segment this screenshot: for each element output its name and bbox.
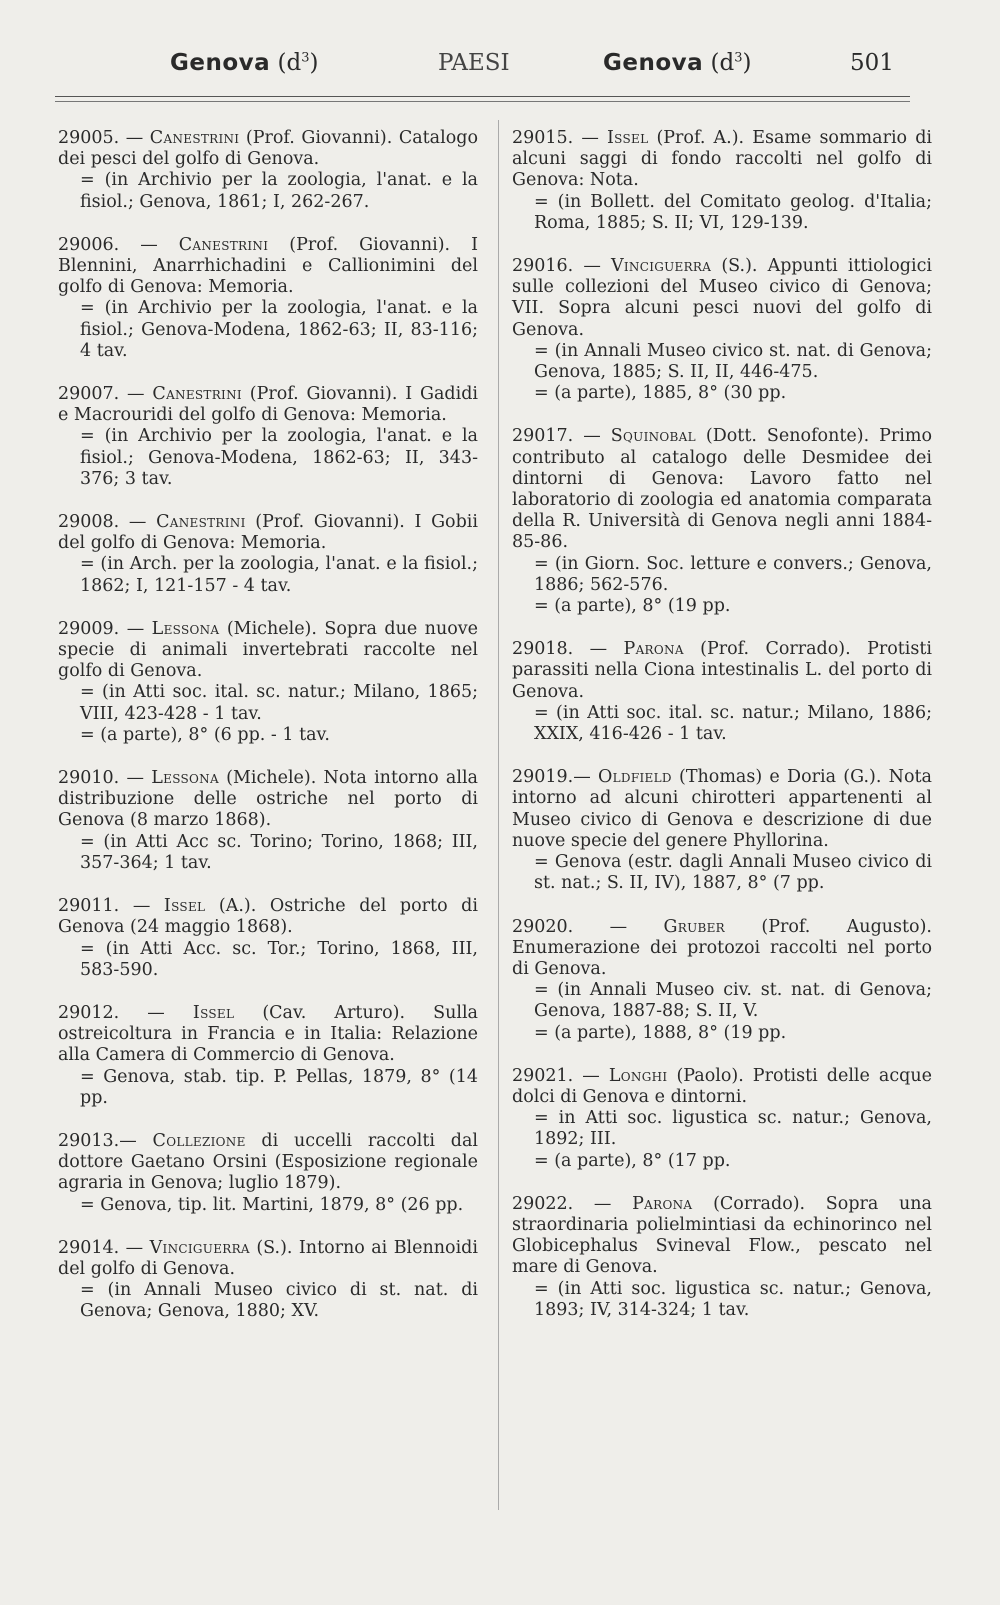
bibliography-entry — [58, 128, 478, 213]
entry-number: 29013. — [58, 1130, 120, 1151]
bibliography-entry — [58, 384, 478, 490]
header-right-close: ) — [742, 50, 752, 76]
header-right-sup: 3 — [734, 50, 743, 66]
entry-dash: — — [119, 384, 153, 405]
entry-main — [58, 1238, 478, 1280]
page-number: 501 — [850, 50, 894, 76]
entry-dash: — — [573, 767, 598, 788]
left-column — [58, 128, 478, 1345]
header-center: PAESI — [438, 50, 510, 76]
entry-title: (S.). Intorno ai Blennoidi del golfo di Genova. — [58, 1237, 478, 1279]
bibliography-entry — [512, 128, 932, 234]
entry-reference: = in Atti soc. ligustica sc. natur.; Genova, 1892; III. — [534, 1108, 932, 1150]
entry-author: Collezione — [152, 1130, 246, 1151]
entry-author: Lessona — [151, 618, 220, 639]
entry-main — [58, 384, 478, 426]
entry-main — [512, 1194, 932, 1279]
entry-dash: — — [119, 618, 152, 639]
entry-main — [512, 426, 932, 553]
entry-title: (Prof. Giovanni). I Gobii del golfo di Genova: Memoria. — [58, 512, 478, 554]
entry-number: 29014. — [58, 1237, 120, 1258]
entry-author: Lessona — [151, 768, 219, 789]
entry-author: Issel — [192, 1002, 235, 1023]
entry-number: 29018. — [512, 639, 574, 660]
entry-title: (Thomas) e Doria (G.). Nota intorno ad alcuni chirotteri appartenenti al Museo civico di Genova e descrizione di due nuove specie del genere Phyllorina. — [512, 767, 932, 851]
entry-reference: = (in Atti soc. ital. sc. natur.; Milano, 1886; XXIX, 416-426 - 1 tav. — [534, 702, 932, 745]
entry-author: Vinciguerra — [149, 1237, 250, 1258]
entry-number: 29021. — [512, 1065, 574, 1086]
entry-author: Canestrini — [156, 512, 246, 533]
entry-dash: — — [119, 1002, 193, 1023]
header-left-title: Genova — [170, 50, 271, 76]
entry-reference: = (in Archivio per la zoologia, l'anat. e la fisiol.; Genova-Modena, 1862-63; II, 83-116; 4 tav. — [80, 298, 478, 361]
entry-main — [512, 256, 932, 341]
header-left-close: ) — [309, 50, 319, 76]
entry-main — [512, 917, 932, 981]
entry-author: Canestrini — [178, 234, 269, 255]
entry-dash: — — [573, 639, 624, 660]
entry-title: (Michele). Nota intorno alla distribuzione delle ostriche nel porto di Genova (8 marzo 1868). — [58, 768, 478, 831]
entry-dash: — — [119, 1237, 150, 1258]
entry-author: Longhi — [608, 1065, 668, 1086]
entry-main — [58, 512, 478, 554]
entry-title: (A.). Ostriche del porto di Genova (24 maggio 1868). — [58, 896, 478, 938]
entry-reference: = Genova, tip. lit. Martini, 1879, 8° (26 pp. — [80, 1194, 464, 1215]
entry-number: 29006. — [58, 234, 120, 255]
column-divider — [498, 120, 499, 1510]
entry-number: 29010. — [58, 768, 120, 789]
entry-author: Canestrini — [152, 384, 242, 405]
entry-title: (Paolo). Protisti delle acque dolci di Genova e dintorni. — [512, 1065, 932, 1107]
bibliography-entry — [512, 1194, 932, 1321]
bibliography-entry — [58, 1003, 478, 1109]
entry-reference: = (in Annali Museo civ. st. nat. di Genova; Genova, 1887-88; S. II, V. — [534, 980, 932, 1022]
header-right-sub: (d — [710, 50, 735, 76]
entry-main — [58, 768, 478, 832]
entry-author: Vinciguerra — [610, 256, 712, 277]
entry-reference: = (in Giorn. Soc. letture e convers.; Genova, 1886; 562-576. — [534, 553, 932, 595]
entry-title: (Michele). Sopra due nuove specie di animali invertebrati raccolte nel golfo di Genova. — [58, 618, 478, 682]
entry-dash: — — [119, 234, 179, 255]
entry-reference: = (in Annali Museo civico st. nat. di Genova; Genova, 1885; S. II, II, 446-475. — [534, 340, 932, 383]
entry-reference: = (in Archivio per la zoologia, l'anat. e la fisiol.; Genova-Modena, 1862-63; II, 343-376; 3 tav. — [80, 426, 478, 489]
entry-dash: — — [119, 768, 152, 789]
entry-main — [58, 619, 478, 683]
entry-title: (Prof. Giovanni). I Blennini, Anarrhichadini e Callionimini del golfo di Genova: Memoria. — [58, 234, 478, 298]
entry-main — [512, 1066, 932, 1108]
entry-main — [58, 1003, 478, 1067]
entry-reference-2: = (a parte), 8° (17 pp. — [534, 1150, 731, 1171]
bibliography-entry — [512, 917, 932, 1044]
right-column — [512, 128, 932, 1343]
entry-dash: — — [119, 512, 157, 533]
entry-main — [512, 767, 932, 852]
entry-author: Gruber — [663, 916, 726, 937]
entry-reference: = (in Atti Acc. sc. Tor.; Torino, 1868, III, 583-590. — [80, 938, 478, 980]
entry-reference: = (in Annali Museo civico di st. nat. di Genova; Genova, 1880; XV. — [80, 1280, 478, 1322]
entry-main — [512, 639, 932, 703]
header-left-sub: (d — [277, 50, 302, 76]
bibliography-entry — [58, 235, 478, 362]
entry-author: Issel — [163, 896, 206, 917]
entry-dash: — — [573, 426, 611, 447]
header-left — [170, 50, 318, 76]
entry-title: di uccelli raccolti dal dottore Gaetano Orsini (Esposizione regionale agraria in Genova; luglio 1879). — [58, 1130, 478, 1194]
entry-main — [58, 896, 478, 938]
entry-main — [58, 128, 478, 170]
entry-number: 29008. — [58, 512, 120, 533]
header-rule-secondary — [55, 101, 910, 102]
entry-reference-2: = (a parte), 1885, 8° (30 pp. — [534, 383, 787, 404]
entry-title: (Cav. Arturo). Sulla ostreicoltura in Francia e in Italia: Relazione alla Camera di Commercio di Genova. — [58, 1002, 478, 1066]
entry-reference: = (in Atti Acc sc. Torino; Torino, 1868; III, 357-364; 1 tav. — [80, 831, 478, 873]
entry-title: (Prof. A.). Esame sommario di alcuni saggi di fondo raccolti nel golfo di Genova: Nota. — [512, 128, 932, 191]
entry-title: (Corrado). Sopra una straordinaria polielmintiasi da echinorinco nel Globicephalus Svineval Flow., pescato nel mare di Genova. — [512, 1193, 932, 1278]
entry-title: (Prof. Augusto). Enumerazione dei protozoi raccolti nel porto di Genova. — [512, 916, 932, 979]
bibliography-entry — [512, 256, 932, 404]
entry-author: Issel — [606, 128, 649, 148]
entry-number: 29020. — [512, 916, 574, 937]
entry-number: 29005. — [58, 128, 120, 148]
entry-reference: = Genova, stab. tip. P. Pellas, 1879, 8° (14 pp. — [80, 1066, 478, 1108]
entry-main — [58, 235, 478, 299]
bibliography-entry — [58, 1238, 478, 1323]
entry-dash: — — [119, 896, 164, 917]
entry-title: (S.). Appunti ittiologici sulle collezioni del Museo civico di Genova; VII. Sopra alcuni pesci nuovi del golfo di Genova. — [512, 256, 932, 340]
bibliography-entry — [512, 1066, 932, 1172]
header-right — [603, 50, 751, 76]
entry-number: 29022. — [512, 1193, 574, 1214]
entry-dash: — — [573, 128, 607, 148]
entry-reference: = (in Atti soc. ligustica sc. natur.; Genova, 1893; IV, 314-324; 1 tav. — [534, 1278, 932, 1320]
entry-reference: = (in Atti soc. ital. sc. natur.; Milano, 1865; VIII, 423-428 - 1 tav. — [80, 682, 478, 724]
bibliography-entry — [58, 768, 478, 874]
entry-main — [58, 1131, 478, 1195]
entry-reference: = (in Arch. per la zoologia, l'anat. e la fisiol.; 1862; I, 121-157 - 4 tav. — [80, 554, 478, 596]
entry-number: 29007. — [58, 384, 120, 405]
bibliography-entry — [58, 619, 478, 746]
entry-dash: — — [119, 1130, 153, 1151]
entry-number: 29012. — [58, 1002, 120, 1023]
bibliography-entry — [58, 512, 478, 597]
entry-author: Parona — [632, 1193, 693, 1214]
entry-dash: — — [573, 256, 611, 277]
header-rule — [55, 96, 910, 97]
entry-title: (Prof. Giovanni). I Gadidi e Macrouridi del golfo di Genova: Memoria. — [58, 384, 478, 426]
entry-dash: — — [573, 1065, 609, 1086]
entry-number: 29009. — [58, 618, 120, 639]
entry-dash: — — [573, 916, 664, 937]
page-header — [170, 50, 910, 90]
header-right-title: Genova — [603, 50, 704, 76]
header-left-sup: 3 — [301, 50, 310, 66]
entry-main — [512, 128, 932, 192]
entry-author: Squinobal — [610, 426, 696, 447]
entry-title: (Dott. Senofonte). Primo contributo al catalogo delle Desmidee dei dintorni di Genova: Lavoro fatto nel laboratorio di zoologia ed anatomia comparata della R. Università di Genova negli anni 1884-85-86. — [512, 426, 932, 553]
bibliography-entry — [58, 896, 478, 981]
entry-reference: = (in Archivio per la zoologia, l'anat. e la fisiol.; Genova, 1861; I, 262-267. — [80, 170, 478, 212]
entry-number: 29015. — [512, 128, 574, 148]
entry-reference: = Genova (estr. dagli Annali Museo civico di st. nat.; S. II, IV), 1887, 8° (7 pp. — [534, 852, 932, 894]
entry-author: Oldfield — [598, 767, 672, 788]
entry-dash: — — [573, 1193, 633, 1214]
entry-number: 29017. — [512, 426, 574, 447]
entry-title: (Prof. Giovanni). Catalogo dei pesci del golfo di Genova. — [58, 128, 478, 170]
entry-reference-2: = (a parte), 1888, 8° (19 pp. — [534, 1022, 787, 1043]
entry-author: Parona — [623, 639, 684, 660]
entry-number: 29011. — [58, 896, 120, 917]
bibliography-entry — [512, 426, 932, 617]
entry-number: 29019. — [512, 767, 574, 788]
entry-reference-2: = (a parte), 8° (19 pp. — [534, 596, 731, 617]
entry-reference-2: = (a parte), 8° (6 pp. - 1 tav. — [80, 724, 330, 745]
entry-reference: = (in Bollett. del Comitato geolog. d'Italia; Roma, 1885; S. II; VI, 129-139. — [534, 191, 932, 233]
entry-dash: — — [119, 128, 150, 148]
bibliography-entry — [58, 1131, 478, 1216]
bibliography-entry — [512, 639, 932, 745]
bibliography-entry — [512, 767, 932, 894]
entry-number: 29016. — [512, 256, 574, 277]
entry-title: (Prof. Corrado). Protisti parassiti nella Ciona intestinalis L. del porto di Genova. — [512, 639, 932, 702]
entry-author: Canestrini — [149, 128, 240, 148]
